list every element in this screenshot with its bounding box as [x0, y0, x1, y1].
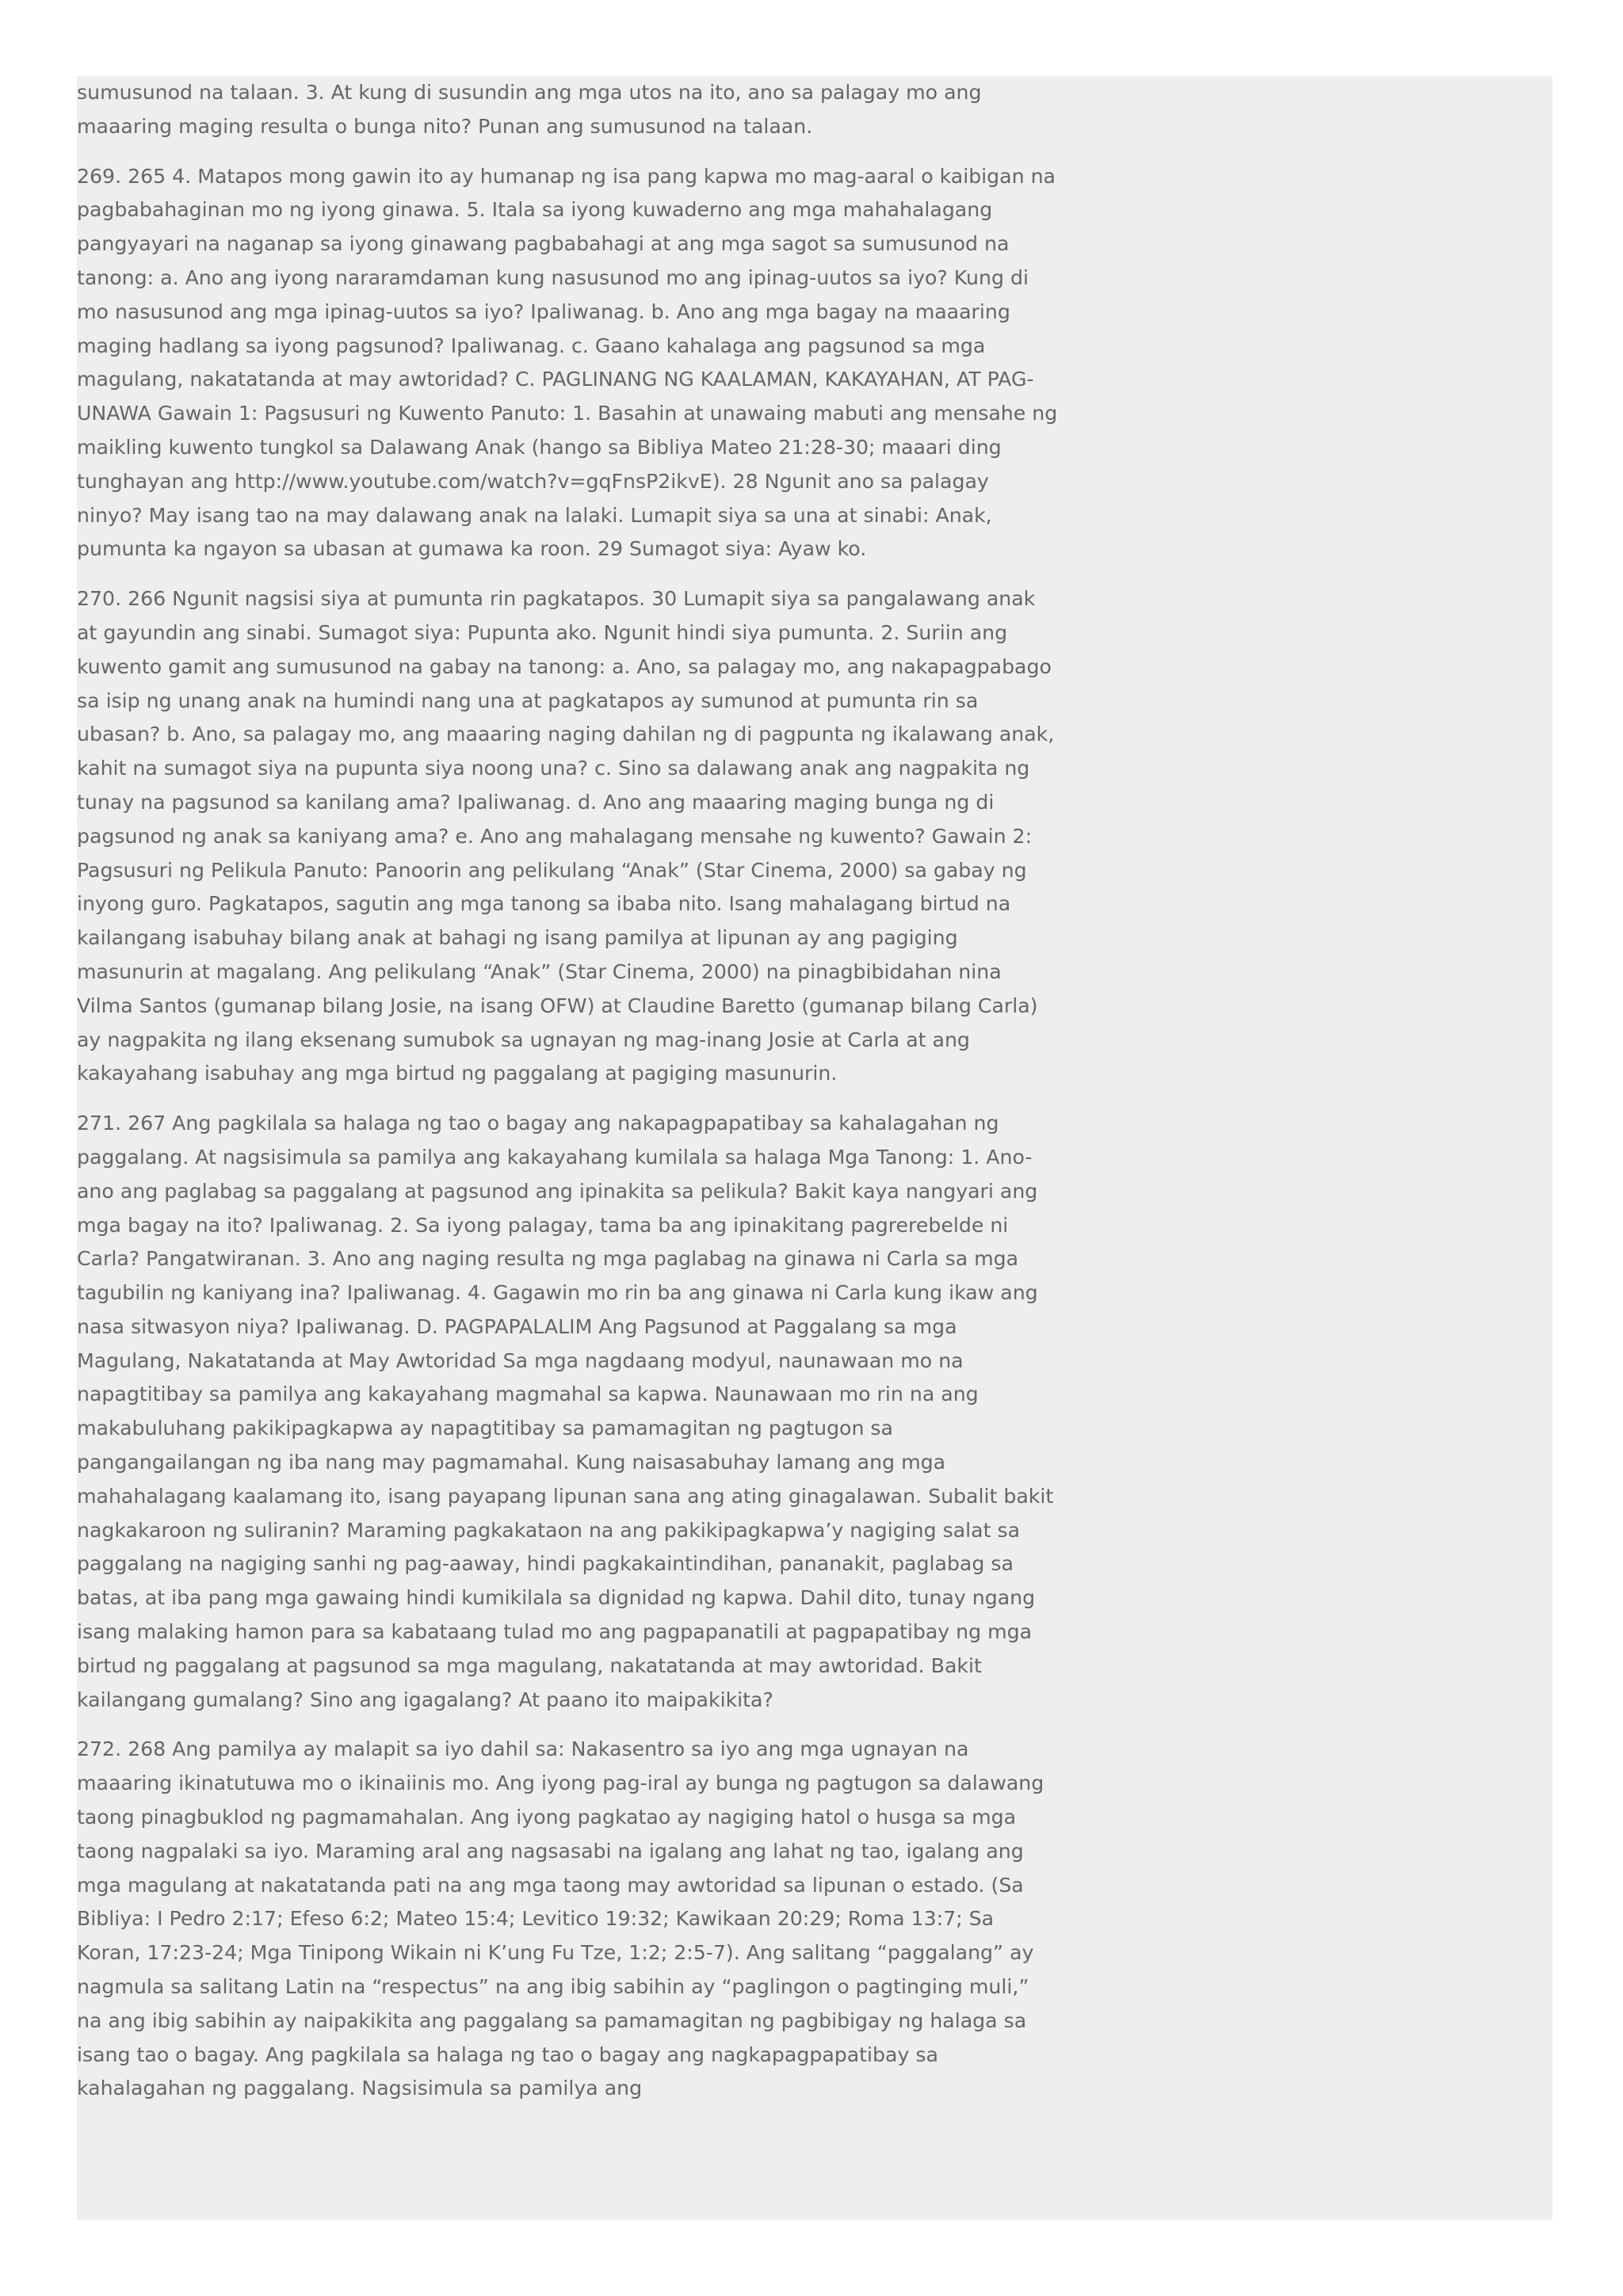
document-paragraph-1: sumusunod na talaan. 3. At kung di susundin ang mga utos na ito, ano sa palagay mo ang maaaring maging resulta o bunga nito? Punan ang sumusunod na talaan. — [77, 81, 982, 138]
document-paragraph-4: 271. 267 Ang pagkilala sa halaga ng tao o bagay ang nakapagpapatibay sa kahalagahan ng paggalang. At nagsisimula sa pamilya ang kakayahang kumilala sa halaga Mga Tanong: 1. Ano-ano ang paglabag sa paggalang at pagsunod ang ipinakita sa pelikula? Bakit kaya nangyari ang mga bagay na ito? Ipaliwanag. 2. Sa iyong palagay, tama ba ang ipinakitang pagrerebelde ni Carla? Pangatwiranan. 3. Ano ang naging resulta ng mga paglabag na ginawa ni Carla sa mga tagubilin ng kaniyang ina? Ipaliwanag. 4. Gagawin mo rin ba ang ginawa ni Carla kung ikaw ang nasa sitwasyon niya? Ipaliwanag. D. PAGPAPALALIM Ang Pagsunod at Paggalang sa mga Magulang, Nakatatanda at May Awtoridad Sa mga nagdaang modyul, naunawaan mo na napagtitibay sa pamilya ang kakayahang magmahal sa kapwa. Naunawaan mo rin na ang makabuluhang pakikipagkapwa ay napagtitibay sa pamamagitan ng pagtugon sa pangangailangan ng iba nang may pagmamahal. Kung naisasabuhay lamang ang mga mahahalagang kaalamang ito, isang payapang lipunan sana ang ating ginagalawan. Subalit bakit nagkakaroon ng suliranin? Maraming pagkakataon na ang pakikipagkapwa’y nagiging salat sa paggalang na nagiging sanhi ng pag-aaway, hindi pagkakaintindihan, pananakit, paglabag sa batas, at iba pang mga gawaing hindi kumikilala sa dignidad ng kapwa. Dahil dito, tunay ngang isang malaking hamon para sa kabataang tulad mo ang pagpapanatili at pagpapatibay ng mga birtud ng paggalang at pagsunod sa mga magulang, nakatatanda at may awtoridad. Bakit kailangang gumalang? Sino ang igagalang? At paano ito maipakikita? — [77, 1112, 1054, 1711]
document-text-column — [77, 76, 1060, 2122]
document-paragraph-2: 269. 265 4. Matapos mong gawin ito ay humanap ng isa pang kapwa mo mag-aaral o kaibigan na pagbabahaginan mo ng iyong ginawa. 5. Itala sa iyong kuwaderno ang mga mahahalagang pangyayari na naganap sa iyong ginawang pagbabahagi at ang mga sagot sa sumusunod na tanong: a. Ano ang iyong nararamdaman kung nasusunod mo ang ipinag-uutos sa iyo? Kung di mo nasusunod ang mga ipinag-uutos sa iyo? Ipaliwanag. b. Ano ang mga bagay na maaaring maging hadlang sa iyong pagsunod? Ipaliwanag. c. Gaano kahalaga ang pagsunod sa mga magulang, nakatatanda at may awtoridad? C. PAGLINANG NG KAALAMAN, KAKAYAHAN, AT PAG-UNAWA Gawain 1: Pagsusuri ng Kuwento Panuto: 1. Basahin at unawaing mabuti ang mensahe ng maikling kuwento tungkol sa Dalawang Anak (hango sa Bibliya Mateo 21:28-30; maaari ding tunghayan ang http://www.youtube.com/watch?v=gqFnsP2ikvE). 28 Ngunit ano sa palagay ninyo? May isang tao na may dalawang anak na lalaki. Lumapit siya sa una at sinabi: Anak, pumunta ka ngayon sa ubasan at gumawa ka roon. 29 Sumagot siya: Ayaw ko. — [77, 164, 1058, 561]
document-paragraph-5: 272. 268 Ang pamilya ay malapit sa iyo dahil sa: Nakasentro sa iyo ang mga ugnayan na maaaring ikinatutuwa mo o ikinaiinis mo. Ang iyong pag-iral ay bunga ng pagtugon sa dalawang taong pinagbuklod ng pagmamahalan. Ang iyong pagkatao ay nagiging hatol o husga sa mga taong nagpalaki sa iyo. Maraming aral ang nagsasabi na igalang ang lahat ng tao, igalang ang mga magulang at nakatatanda pati na ang mga taong may awtoridad sa lipunan o estado. (Sa Bibliya: I Pedro 2:17; Efeso 6:2; Mateo 15:4; Levitico 19:32; Kawikaan 20:29; Roma 13:7; Sa Koran, 17:23-24; Mga Tinipong Wikain ni K’ung Fu Tze, 1:2; 2:5-7). Ang salitang “paggalang” ay nagmula sa salitang Latin na “respectus” na ang ibig sabihin ay “paglingon o pagtinging muli,” na ang ibig sabihin ay naipakikita ang paggalang sa pamamagitan ng pagbibigay ng halaga sa isang tao o bagay. Ang pagkilala sa halaga ng tao o bagay ang nagkapagpapatibay sa kahalagahan ng paggalang. Nagsisimula sa pamilya ang — [77, 1737, 1044, 2100]
document-page-panel — [77, 76, 1552, 2220]
document-paragraph-3: 270. 266 Ngunit nagsisi siya at pumunta rin pagkatapos. 30 Lumapit siya sa pangalawang anak at gayundin ang sinabi. Sumagot siya: Pupunta ako. Ngunit hindi siya pumunta. 2. Suriin ang kuwento gamit ang sumusunod na gabay na tanong: a. Ano, sa palagay mo, ang nakapagpabago sa isip ng unang anak na humindi nang una at pagkatapos ay sumunod at pumunta rin sa ubasan? b. Ano, sa palagay mo, ang maaaring naging dahilan ng di pagpunta ng ikalawang anak, kahit na sumagot siya na pupunta siya noong una? c. Sino sa dalawang anak ang nagpakita ng tunay na pagsunod sa kanilang ama? Ipaliwanag. d. Ano ang maaaring maging bunga ng di pagsunod ng anak sa kaniyang ama? e. Ano ang mahalagang mensahe ng kuwento? Gawain 2: Pagsusuri ng Pelikula Panuto: Panoorin ang pelikulang “Anak” (Star Cinema, 2000) sa gabay ng inyong guro. Pagkatapos, sagutin ang mga tanong sa ibaba nito. Isang mahalagang birtud na kailangang isabuhay bilang anak at bahagi ng isang pamilya at lipunan ay ang pagiging masunurin at magalang. Ang pelikulang “Anak” (Star Cinema, 2000) na pinagbibidahan nina Vilma Santos (gumanap bilang Josie, na isang OFW) at Claudine Baretto (gumanap bilang Carla) ay nagpakita ng ilang eksenang sumubok sa ugnayan ng mag-inang Josie at Carla at ang kakayahang isabuhay ang mga birtud ng paggalang at pagiging masunurin. — [77, 587, 1055, 1085]
